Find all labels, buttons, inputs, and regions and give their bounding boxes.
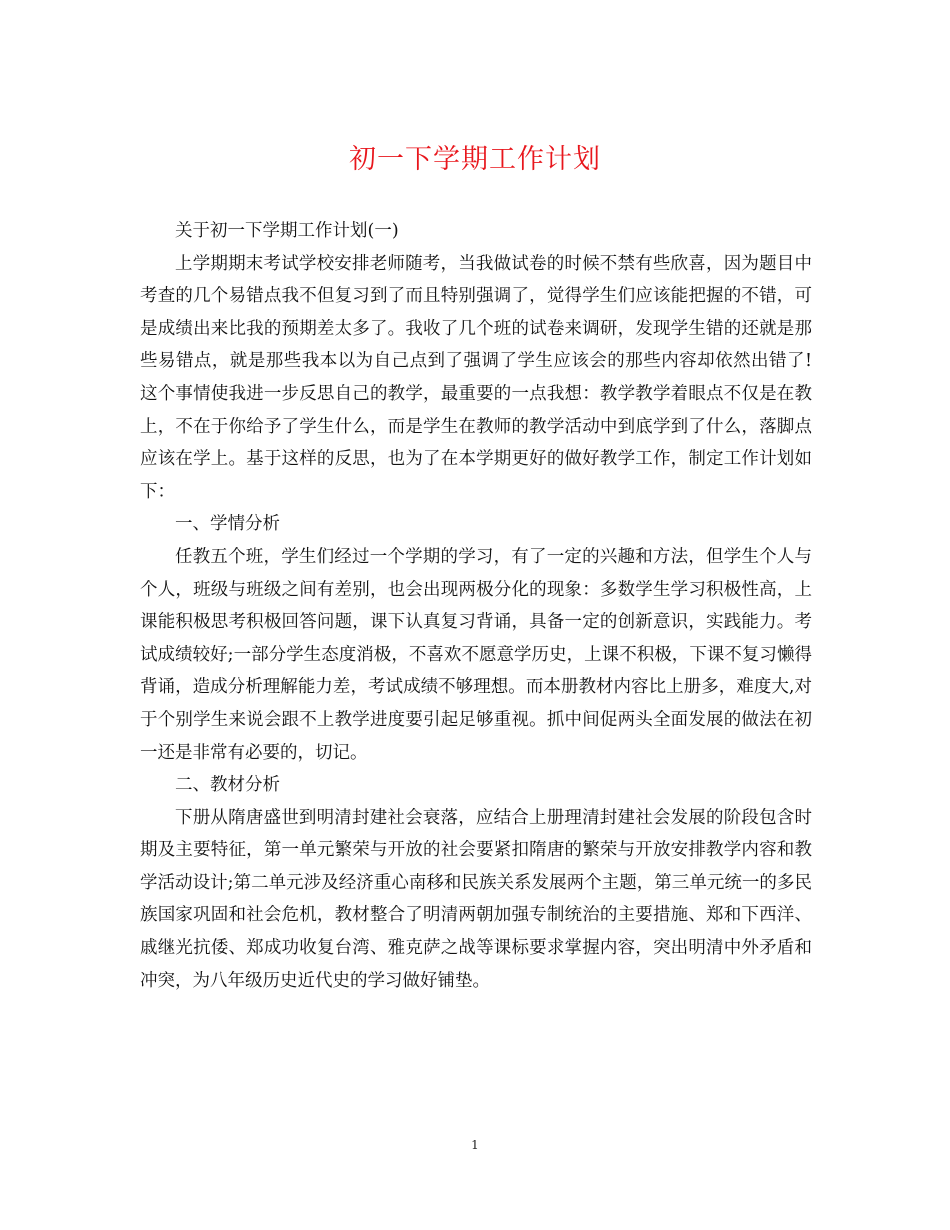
- paragraph-subtitle: 关于初一下学期工作计划(一): [175, 221, 399, 241]
- paragraph-intro: 上学期期末考试学校安排老师随考，当我做试卷的时候不禁有些欣喜，因为题目中考查的几个易错点我不但复习到了而且特别强调了，觉得学生们应该能把握的不错，可是成绩出来比我的预期差太多了。我收了几个班的试卷来调研，发现学生错的还就是那些易错点，就是那些我本以为自己点到了强调了学生应该会的那些内容却依然出错了!这个事情使我进一步反思自己的教学，最重要的一点我想：教学教学着眼点不仅是在教上，不在于你给予了学生什么，而是学生在教师的教学活动中到底学到了什么，落脚点应该在学上。基于这样的反思，也为了在本学期更好的做好教学工作，制定工作计划如下：: [140, 253, 812, 502]
- section-heading-textbook-analysis: 二、教材分析: [175, 775, 280, 796]
- paragraph-learning-analysis: 任教五个班，学生们经过一个学期的学习，有了一定的兴趣和方法，但学生个人与个人，班级与班级之间有差别，也会出现两极分化的现象：多数学生学习积极性高，上课能积极思考积极回答问题，课下认真复习背诵，具备一定的创新意识，实践能力。考试成绩较好;一部分学生态度消极，不喜欢不愿意学历史，上课不积极，下课不复习懒得背诵，造成分析理解能力差，考试成绩不够理想。而本册教材内容比上册多，难度大,对于个别学生来说会跟不上教学进度要引起足够重视。抓中间促两头全面发展的做法在初一还是非常有必要的，切记。: [140, 546, 812, 763]
- paragraph-textbook-analysis: 下册从隋唐盛世到明清封建社会衰落，应结合上册理清封建社会发展的阶段包含时期及主要特征，第一单元繁荣与开放的社会要紧扣隋唐的繁荣与开放安排教学内容和教学活动设计;第二单元涉及经济重心南移和民族关系发展两个主题，第三单元统一的多民族国家巩固和社会危机，教材整合了明清两朝加强专制统治的主要措施、郑和下西洋、戚继光抗倭、郑成功收复台湾、雅克萨之战等课标要求掌握内容，突出明清中外矛盾和冲突，为八年级历史近代史的学习做好铺垫。: [140, 807, 812, 991]
- document-body: [140, 215, 812, 997]
- page-number: 1: [471, 1138, 479, 1152]
- document-title: 初一下学期工作计划: [349, 144, 601, 175]
- section-heading-learning-analysis: 一、学情分析: [175, 514, 280, 535]
